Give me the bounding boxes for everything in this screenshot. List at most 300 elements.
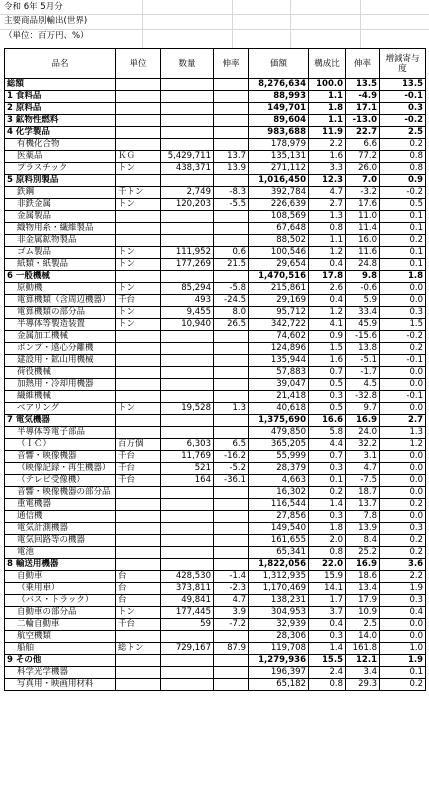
table-row <box>5 679 426 691</box>
quantity-cell: 373,811 <box>161 583 214 595</box>
item-name-cell: 自動車 <box>5 571 116 583</box>
quantity-cell: 49,841 <box>161 595 214 607</box>
quantity-cell <box>161 631 214 643</box>
value-cell: 16,302 <box>249 487 309 499</box>
share-cell: 0.8 <box>309 223 346 235</box>
table-row <box>5 415 426 427</box>
contribution-cell: 0.1 <box>380 667 426 679</box>
unit-cell <box>116 667 161 679</box>
item-name-cell: 電算機類（含周辺機器） <box>5 295 116 307</box>
table-row <box>5 655 426 667</box>
share-cell: 2.2 <box>309 139 346 151</box>
value-growth-cell: 4.7 <box>346 463 380 475</box>
share-cell: 12.3 <box>309 175 346 187</box>
unit-cell: 千台 <box>116 619 161 631</box>
contribution-cell: -0.1 <box>380 391 426 403</box>
share-cell: 1.8 <box>309 523 346 535</box>
contribution-cell: 0.0 <box>380 619 426 631</box>
value-growth-cell: 13.4 <box>346 583 380 595</box>
quantity-cell: 164 <box>161 475 214 487</box>
contribution-cell: 0.3 <box>380 307 426 319</box>
contribution-cell: 0.2 <box>380 139 426 151</box>
contribution-cell: 3.6 <box>380 559 426 571</box>
table-row <box>5 79 426 91</box>
unit-cell <box>116 91 161 103</box>
item-name-cell: 紙類・紙製品 <box>5 259 116 271</box>
item-name-cell: 荷役機械 <box>5 367 116 379</box>
unit-cell: ＫＧ <box>116 151 161 163</box>
share-cell: 1.1 <box>309 115 346 127</box>
contribution-cell: 0.8 <box>380 151 426 163</box>
column-header: 増減寄与度 <box>380 49 426 79</box>
value-growth-cell: 12.1 <box>346 655 380 667</box>
quantity-growth-cell <box>214 367 249 379</box>
share-cell: 0.5 <box>309 403 346 415</box>
value-growth-cell: 13.5 <box>346 79 380 91</box>
quantity-growth-cell <box>214 391 249 403</box>
value-growth-cell: 16.0 <box>346 235 380 247</box>
table-row <box>5 607 426 619</box>
quantity-growth-cell <box>214 127 249 139</box>
quantity-cell: 120,203 <box>161 199 214 211</box>
quantity-cell: 2,749 <box>161 187 214 199</box>
value-cell: 116,544 <box>249 499 309 511</box>
contribution-cell: -0.1 <box>380 91 426 103</box>
value-cell: 4,663 <box>249 475 309 487</box>
quantity-growth-cell <box>214 679 249 691</box>
table-row <box>5 427 426 439</box>
share-cell: 1.3 <box>309 211 346 223</box>
value-growth-cell: 8.4 <box>346 535 380 547</box>
contribution-cell: 1.5 <box>380 319 426 331</box>
contribution-cell: 2.5 <box>380 127 426 139</box>
contribution-cell: -0.1 <box>380 355 426 367</box>
quantity-growth-cell: -16.2 <box>214 451 249 463</box>
table-row <box>5 487 426 499</box>
value-cell: 89,604 <box>249 115 309 127</box>
value-growth-cell: 13.8 <box>346 343 380 355</box>
quantity-growth-cell <box>214 235 249 247</box>
value-growth-cell: 22.7 <box>346 127 380 139</box>
value-cell: 88,502 <box>249 235 309 247</box>
item-name-cell: ベアリング <box>5 403 116 415</box>
share-cell: 4.1 <box>309 319 346 331</box>
quantity-cell <box>161 415 214 427</box>
table-row <box>5 247 426 259</box>
quantity-cell <box>161 139 214 151</box>
quantity-growth-cell: 1.3 <box>214 403 249 415</box>
value-growth-cell: 32.2 <box>346 439 380 451</box>
quantity-cell: 59 <box>161 619 214 631</box>
value-growth-cell: -1.7 <box>346 367 380 379</box>
unit-cell <box>116 271 161 283</box>
contribution-cell: 0.9 <box>380 175 426 187</box>
table-row <box>5 511 426 523</box>
item-name-cell: （ＩＣ） <box>5 439 116 451</box>
value-cell: 1,312,935 <box>249 571 309 583</box>
quantity-cell <box>161 391 214 403</box>
table-row <box>5 403 426 415</box>
item-name-cell: 非鉄金属 <box>5 199 116 211</box>
value-cell: 271,112 <box>249 163 309 175</box>
table-header-row <box>5 49 426 79</box>
value-cell: 28,379 <box>249 463 309 475</box>
table-row <box>5 499 426 511</box>
quantity-growth-cell: 13.9 <box>214 163 249 175</box>
item-name-cell: 重電機器 <box>5 499 116 511</box>
quantity-cell: 438,371 <box>161 163 214 175</box>
column-header: 単位 <box>116 49 161 79</box>
share-cell: 100.0 <box>309 79 346 91</box>
item-name-cell: 加熱用・冷却用機器 <box>5 379 116 391</box>
quantity-growth-cell: 13.7 <box>214 151 249 163</box>
share-cell: 11.9 <box>309 127 346 139</box>
contribution-cell: 0.0 <box>380 403 426 415</box>
item-name-cell: 6 一般機械 <box>5 271 116 283</box>
item-name-cell: 8 輸送用機器 <box>5 559 116 571</box>
table-row <box>5 631 426 643</box>
contribution-cell: 13.5 <box>380 79 426 91</box>
quantity-growth-cell <box>214 535 249 547</box>
report-period: 令和 6年 5月分 <box>4 2 63 12</box>
value-growth-cell: 161.8 <box>346 643 380 655</box>
table-row <box>5 343 426 355</box>
unit-cell <box>116 535 161 547</box>
quantity-cell <box>161 511 214 523</box>
unit-cell <box>116 367 161 379</box>
value-cell: 57,883 <box>249 367 309 379</box>
value-growth-cell: -7.5 <box>346 475 380 487</box>
table-row <box>5 319 426 331</box>
unit-cell <box>116 235 161 247</box>
share-cell: 14.1 <box>309 583 346 595</box>
table-row <box>5 211 426 223</box>
table-row <box>5 643 426 655</box>
value-growth-cell: 13.7 <box>346 499 380 511</box>
value-cell: 215,861 <box>249 283 309 295</box>
table-row <box>5 271 426 283</box>
item-name-cell: 織物用糸・繊維製品 <box>5 223 116 235</box>
quantity-growth-cell: 21.5 <box>214 259 249 271</box>
quantity-growth-cell <box>214 523 249 535</box>
share-cell: 0.3 <box>309 463 346 475</box>
unit-cell: 千台 <box>116 295 161 307</box>
value-growth-cell: -4.9 <box>346 91 380 103</box>
contribution-cell: 0.5 <box>380 199 426 211</box>
quantity-growth-cell <box>214 667 249 679</box>
table-row <box>5 583 426 595</box>
share-cell: 1.6 <box>309 355 346 367</box>
contribution-cell: 0.0 <box>380 463 426 475</box>
unit-cell <box>116 127 161 139</box>
share-cell: 22.0 <box>309 559 346 571</box>
value-cell: 1,279,936 <box>249 655 309 667</box>
report-title: 主要商品別輸出(世界) <box>4 16 88 26</box>
contribution-cell: 1.9 <box>380 655 426 667</box>
value-cell: 32,939 <box>249 619 309 631</box>
sheet-gridline <box>232 0 233 48</box>
value-cell: 65,341 <box>249 547 309 559</box>
quantity-growth-cell <box>214 175 249 187</box>
value-growth-cell: 6.6 <box>346 139 380 151</box>
table-row <box>5 475 426 487</box>
value-growth-cell: 17.1 <box>346 103 380 115</box>
value-cell: 40,618 <box>249 403 309 415</box>
share-cell: 1.5 <box>309 343 346 355</box>
quantity-cell <box>161 343 214 355</box>
quantity-cell: 10,940 <box>161 319 214 331</box>
value-growth-cell: 9.8 <box>346 271 380 283</box>
unit-cell: トン <box>116 307 161 319</box>
unit-cell <box>116 391 161 403</box>
value-cell: 138,231 <box>249 595 309 607</box>
value-growth-cell: 3.1 <box>346 451 380 463</box>
unit-cell: 百万個 <box>116 439 161 451</box>
quantity-cell <box>161 103 214 115</box>
contribution-cell: 0.4 <box>380 607 426 619</box>
value-cell: 304,953 <box>249 607 309 619</box>
value-cell: 29,169 <box>249 295 309 307</box>
item-name-cell: 建設用・鉱山用機械 <box>5 355 116 367</box>
item-name-cell: 自動車の部分品 <box>5 607 116 619</box>
column-header: 価額 <box>249 49 309 79</box>
unit-cell <box>116 343 161 355</box>
unit-cell <box>116 523 161 535</box>
unit-cell <box>116 655 161 667</box>
value-cell: 27,856 <box>249 511 309 523</box>
value-growth-cell: 2.5 <box>346 619 380 631</box>
unit-cell: 台 <box>116 595 161 607</box>
table-row <box>5 139 426 151</box>
contribution-cell: 1.0 <box>380 643 426 655</box>
contribution-cell: 0.0 <box>380 631 426 643</box>
quantity-cell: 493 <box>161 295 214 307</box>
value-growth-cell: -3.2 <box>346 187 380 199</box>
unit-cell <box>116 487 161 499</box>
item-name-cell: 4 化学製品 <box>5 127 116 139</box>
column-header: 伸率 <box>346 49 380 79</box>
value-cell: 95,712 <box>249 307 309 319</box>
table-row <box>5 127 426 139</box>
quantity-growth-cell <box>214 379 249 391</box>
contribution-cell: 0.8 <box>380 163 426 175</box>
table-row <box>5 175 426 187</box>
table-row <box>5 571 426 583</box>
table-row <box>5 559 426 571</box>
quantity-cell: 19,528 <box>161 403 214 415</box>
value-growth-cell: 11.6 <box>346 247 380 259</box>
value-cell: 124,896 <box>249 343 309 355</box>
unit-cell: 総トン <box>116 643 161 655</box>
share-cell: 5.8 <box>309 427 346 439</box>
value-cell: 178,979 <box>249 139 309 151</box>
quantity-growth-cell <box>214 91 249 103</box>
quantity-growth-cell <box>214 139 249 151</box>
quantity-growth-cell <box>214 331 249 343</box>
quantity-cell <box>161 355 214 367</box>
unit-cell: トン <box>116 319 161 331</box>
share-cell: 3.3 <box>309 163 346 175</box>
value-growth-cell: 26.0 <box>346 163 380 175</box>
value-growth-cell: 5.9 <box>346 295 380 307</box>
value-growth-cell: 7.0 <box>346 175 380 187</box>
unit-cell <box>116 211 161 223</box>
table-row <box>5 451 426 463</box>
share-cell: 0.4 <box>309 295 346 307</box>
item-name-cell: ポンプ・遠心分離機 <box>5 343 116 355</box>
share-cell: 1.7 <box>309 595 346 607</box>
share-cell: 0.3 <box>309 511 346 523</box>
unit-cell <box>116 175 161 187</box>
table-row <box>5 295 426 307</box>
item-name-cell: 電気回路等の機器 <box>5 535 116 547</box>
share-cell: 1.8 <box>309 103 346 115</box>
quantity-growth-cell: -5.5 <box>214 199 249 211</box>
item-name-cell: 2 原料品 <box>5 103 116 115</box>
contribution-cell: 0.0 <box>380 283 426 295</box>
value-growth-cell: 4.5 <box>346 379 380 391</box>
contribution-cell: 0.0 <box>380 379 426 391</box>
share-cell: 0.3 <box>309 631 346 643</box>
value-growth-cell: -0.6 <box>346 283 380 295</box>
value-cell: 21,418 <box>249 391 309 403</box>
quantity-cell <box>161 487 214 499</box>
share-cell: 4.4 <box>309 439 346 451</box>
sheet-gridline <box>360 0 361 48</box>
quantity-cell <box>161 175 214 187</box>
value-cell: 65,182 <box>249 679 309 691</box>
quantity-growth-cell: 6.5 <box>214 439 249 451</box>
share-cell: 15.9 <box>309 571 346 583</box>
contribution-cell: 0.1 <box>380 223 426 235</box>
table-row <box>5 151 426 163</box>
value-cell: 479,850 <box>249 427 309 439</box>
quantity-cell <box>161 499 214 511</box>
value-cell: 135,131 <box>249 151 309 163</box>
quantity-growth-cell: -5.8 <box>214 283 249 295</box>
unit-cell <box>116 499 161 511</box>
unit-cell <box>116 415 161 427</box>
quantity-growth-cell <box>214 355 249 367</box>
quantity-cell <box>161 559 214 571</box>
unit-cell: トン <box>116 403 161 415</box>
quantity-cell <box>161 379 214 391</box>
value-growth-cell: 33.4 <box>346 307 380 319</box>
value-growth-cell: 24.8 <box>346 259 380 271</box>
contribution-cell: 0.0 <box>380 511 426 523</box>
contribution-cell: 0.0 <box>380 487 426 499</box>
quantity-cell <box>161 91 214 103</box>
item-name-cell: 5 原料別製品 <box>5 175 116 187</box>
column-header: 構成比 <box>309 49 346 79</box>
value-growth-cell: 10.9 <box>346 607 380 619</box>
table-row <box>5 667 426 679</box>
contribution-cell: 2.2 <box>380 571 426 583</box>
item-name-cell: 音響・映像機器 <box>5 451 116 463</box>
quantity-cell <box>161 127 214 139</box>
unit-cell <box>116 559 161 571</box>
table-row <box>5 115 426 127</box>
unit-cell: トン <box>116 283 161 295</box>
item-name-cell: 有機化合物 <box>5 139 116 151</box>
item-name-cell: 繊維機械 <box>5 391 116 403</box>
share-cell: 0.1 <box>309 475 346 487</box>
sheet-gridline <box>0 14 429 15</box>
unit-cell: トン <box>116 259 161 271</box>
quantity-growth-cell <box>214 499 249 511</box>
value-growth-cell: 18.7 <box>346 487 380 499</box>
unit-cell <box>116 103 161 115</box>
quantity-growth-cell: 3.9 <box>214 607 249 619</box>
unit-cell <box>116 139 161 151</box>
item-name-cell: 電気計測機器 <box>5 523 116 535</box>
contribution-cell: 0.0 <box>380 451 426 463</box>
item-name-cell: プラスチック <box>5 163 116 175</box>
quantity-cell <box>161 427 214 439</box>
item-name-cell: 総額 <box>5 79 116 91</box>
item-name-cell: （映像記録・再生機器） <box>5 463 116 475</box>
quantity-cell <box>161 655 214 667</box>
quantity-growth-cell: 0.6 <box>214 247 249 259</box>
contribution-cell: 1.2 <box>380 439 426 451</box>
share-cell: 4.7 <box>309 187 346 199</box>
value-growth-cell: 45.9 <box>346 319 380 331</box>
value-cell: 55,999 <box>249 451 309 463</box>
unit-cell: 千台 <box>116 475 161 487</box>
share-cell: 1.1 <box>309 235 346 247</box>
contribution-cell: 1.3 <box>380 427 426 439</box>
unit-cell: トン <box>116 607 161 619</box>
share-cell: 0.4 <box>309 259 346 271</box>
value-cell: 1,822,056 <box>249 559 309 571</box>
share-cell: 0.3 <box>309 391 346 403</box>
value-cell: 39,047 <box>249 379 309 391</box>
contribution-cell: 0.2 <box>380 679 426 691</box>
quantity-growth-cell: 87.9 <box>214 643 249 655</box>
quantity-cell <box>161 223 214 235</box>
unit-cell: 千台 <box>116 451 161 463</box>
quantity-cell: 9,455 <box>161 307 214 319</box>
sheet-gridline <box>0 29 429 30</box>
share-cell: 1.4 <box>309 643 346 655</box>
contribution-cell: 2.7 <box>380 415 426 427</box>
share-cell: 1.2 <box>309 247 346 259</box>
share-cell: 0.8 <box>309 679 346 691</box>
quantity-growth-cell: -24.5 <box>214 295 249 307</box>
value-growth-cell: 9.7 <box>346 403 380 415</box>
quantity-cell <box>161 667 214 679</box>
unit-cell: 台 <box>116 571 161 583</box>
quantity-cell <box>161 547 214 559</box>
table-row <box>5 463 426 475</box>
table-row <box>5 619 426 631</box>
value-cell: 226,639 <box>249 199 309 211</box>
item-name-cell: 9 その他 <box>5 655 116 667</box>
item-name-cell: （乗用車） <box>5 583 116 595</box>
share-cell: 1.4 <box>309 499 346 511</box>
share-cell: 2.6 <box>309 283 346 295</box>
item-name-cell: 二輪自動車 <box>5 619 116 631</box>
value-growth-cell: 77.2 <box>346 151 380 163</box>
quantity-cell: 177,269 <box>161 259 214 271</box>
table-row <box>5 259 426 271</box>
value-cell: 100,546 <box>249 247 309 259</box>
value-cell: 108,569 <box>249 211 309 223</box>
table-row <box>5 595 426 607</box>
export-table <box>4 48 426 691</box>
unit-cell: トン <box>116 199 161 211</box>
share-cell: 0.8 <box>309 547 346 559</box>
